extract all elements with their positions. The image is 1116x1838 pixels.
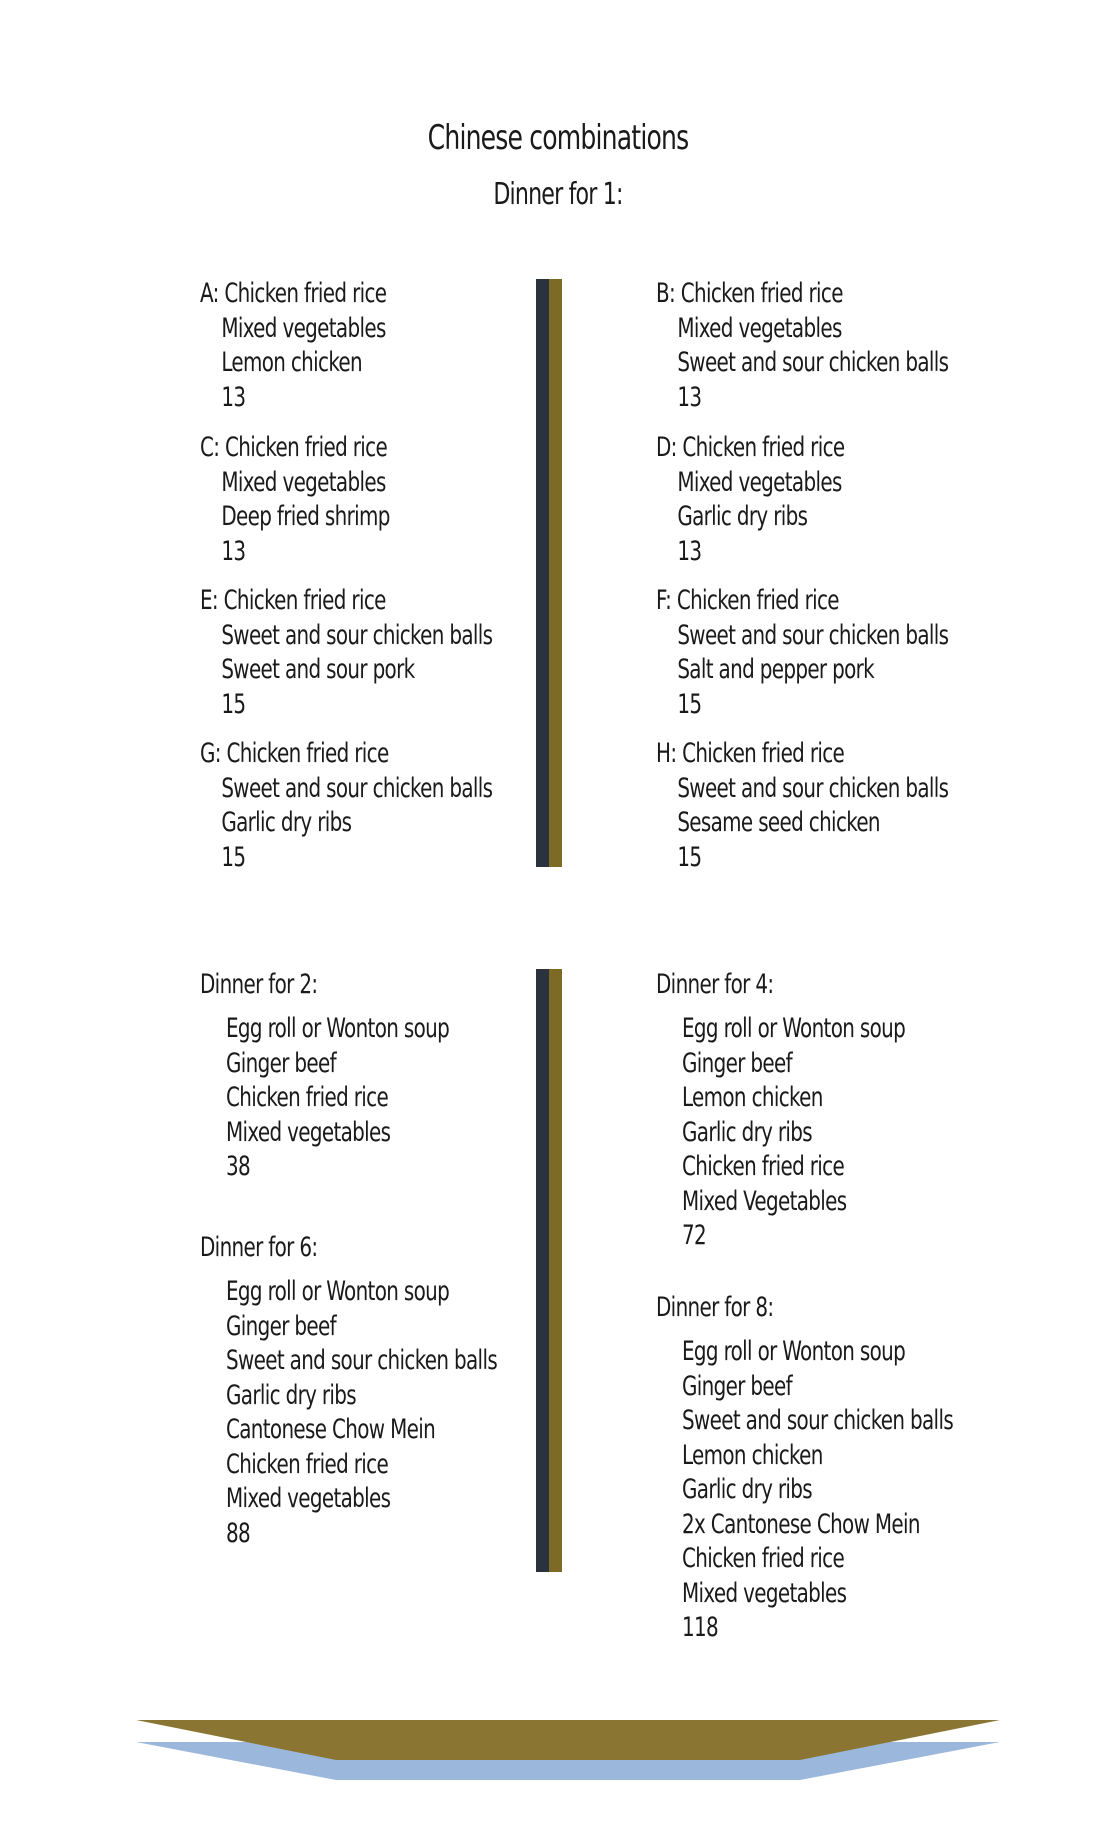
group-item: Mixed Vegetables [682, 1185, 847, 1217]
combo-letter: G: [200, 738, 221, 769]
section-title-dinner-for-1: Dinner for 1: [493, 177, 623, 212]
group-item: Egg roll or Wonton soup [226, 1276, 450, 1307]
group-item: Mixed vegetables [226, 1483, 391, 1514]
group-item: Ginger beef [682, 1370, 792, 1402]
group-item: 2x Cantonese Chow Mein [682, 1508, 920, 1540]
combo-letter: H: [656, 738, 677, 769]
combo-item: Garlic dry ribs [221, 807, 352, 838]
group-item: Mixed vegetables [682, 1577, 847, 1609]
combo-item: Sweet and sour chicken balls [677, 772, 949, 804]
combo-c [200, 431, 390, 569]
combo-item: Garlic dry ribs [677, 501, 808, 532]
group-item: Garlic dry ribs [226, 1379, 357, 1411]
group-item: Garlic dry ribs [682, 1474, 813, 1505]
combo-item: Chicken fried rice [682, 432, 845, 463]
combo-item: Sweet and sour chicken balls [677, 347, 949, 378]
divider-top [536, 279, 562, 867]
group-item: Lemon chicken [682, 1082, 823, 1113]
combo-price: 15 [677, 688, 702, 720]
combo-item: Mixed vegetables [221, 466, 386, 498]
combo-item: Mixed vegetables [677, 312, 842, 344]
combo-price: 15 [221, 841, 246, 873]
group-item: Ginger beef [226, 1047, 336, 1079]
combo-d [656, 431, 844, 569]
group-price: 72 [682, 1220, 707, 1251]
combo-letter: B: [656, 278, 676, 309]
group-item: Chicken fried rice [682, 1543, 845, 1574]
combo-price: 13 [677, 535, 702, 567]
combo-a [200, 277, 386, 415]
group-item: Egg roll or Wonton soup [682, 1336, 906, 1367]
group-label-dinner-for-6: Dinner for 6: [200, 1232, 318, 1263]
combo-item: Lemon chicken [221, 347, 363, 378]
group-price: 88 [226, 1517, 251, 1549]
group-label-dinner-for-4: Dinner for 4: [656, 969, 774, 1000]
combo-item: Deep fried shrimp [221, 501, 390, 532]
combo-item: Sweet and sour chicken balls [221, 772, 493, 804]
group-dinner-for-2 [226, 1012, 449, 1185]
combo-item: Chicken fried rice [224, 432, 388, 463]
combo-letter: D: [656, 432, 677, 463]
group-item: Egg roll or Wonton soup [226, 1013, 450, 1044]
combo-e [200, 584, 492, 722]
combo-f [656, 584, 948, 722]
combo-letter: A: [200, 278, 219, 309]
combo-item: Salt and pepper pork [677, 654, 875, 685]
group-item: Chicken fried rice [226, 1082, 389, 1113]
group-price: 38 [226, 1151, 251, 1182]
combo-item: Mixed vegetables [677, 466, 842, 498]
combo-price: 13 [221, 381, 246, 413]
group-item: Sweet and sour chicken balls [226, 1345, 498, 1376]
combo-item: Sweet and sour pork [221, 654, 415, 685]
combo-item: Chicken fried rice [680, 278, 843, 309]
combo-letter: F: [656, 585, 672, 616]
group-item: Cantonese Chow Mein [226, 1414, 436, 1445]
footer-decorative-band [0, 1720, 1116, 1790]
group-item: Mixed vegetables [226, 1116, 391, 1148]
combo-item: Chicken fried rice [223, 585, 386, 616]
group-item: Egg roll or Wonton soup [682, 1013, 906, 1044]
combo-b [656, 277, 948, 415]
page-title: Chinese combinations [427, 118, 689, 158]
combo-h [656, 737, 948, 875]
combo-item: Chicken fried rice [682, 738, 845, 769]
combo-price: 15 [677, 841, 702, 873]
group-price: 118 [682, 1612, 719, 1643]
group-label-dinner-for-8: Dinner for 8: [656, 1292, 774, 1323]
combo-item: Chicken fried rice [676, 585, 839, 616]
group-dinner-for-8 [682, 1335, 953, 1646]
group-item: Ginger beef [226, 1310, 336, 1342]
combo-item: Sweet and sour chicken balls [221, 619, 493, 651]
combo-item: Sweet and sour chicken balls [677, 619, 949, 651]
combo-item: Chicken fried rice [224, 278, 387, 309]
combo-g [200, 737, 492, 875]
group-item: Ginger beef [682, 1047, 792, 1079]
combo-item: Sesame seed chicken [677, 807, 880, 838]
divider-bottom [536, 969, 562, 1572]
combo-item: Chicken fried rice [226, 738, 389, 769]
group-item: Chicken fried rice [682, 1151, 845, 1182]
group-label-dinner-for-2: Dinner for 2: [200, 969, 318, 1000]
group-item: Chicken fried rice [226, 1448, 389, 1480]
combo-letter: C: [200, 432, 220, 463]
combo-price: 15 [221, 688, 246, 720]
group-item: Garlic dry ribs [682, 1116, 813, 1148]
combo-price: 13 [677, 381, 702, 413]
combo-letter: E: [200, 585, 218, 616]
combo-price: 13 [221, 535, 246, 567]
group-item: Sweet and sour chicken balls [682, 1405, 954, 1436]
group-dinner-for-6 [226, 1275, 497, 1551]
combo-item: Mixed vegetables [221, 312, 386, 344]
group-item: Lemon chicken [682, 1439, 823, 1471]
group-dinner-for-4 [682, 1012, 905, 1254]
